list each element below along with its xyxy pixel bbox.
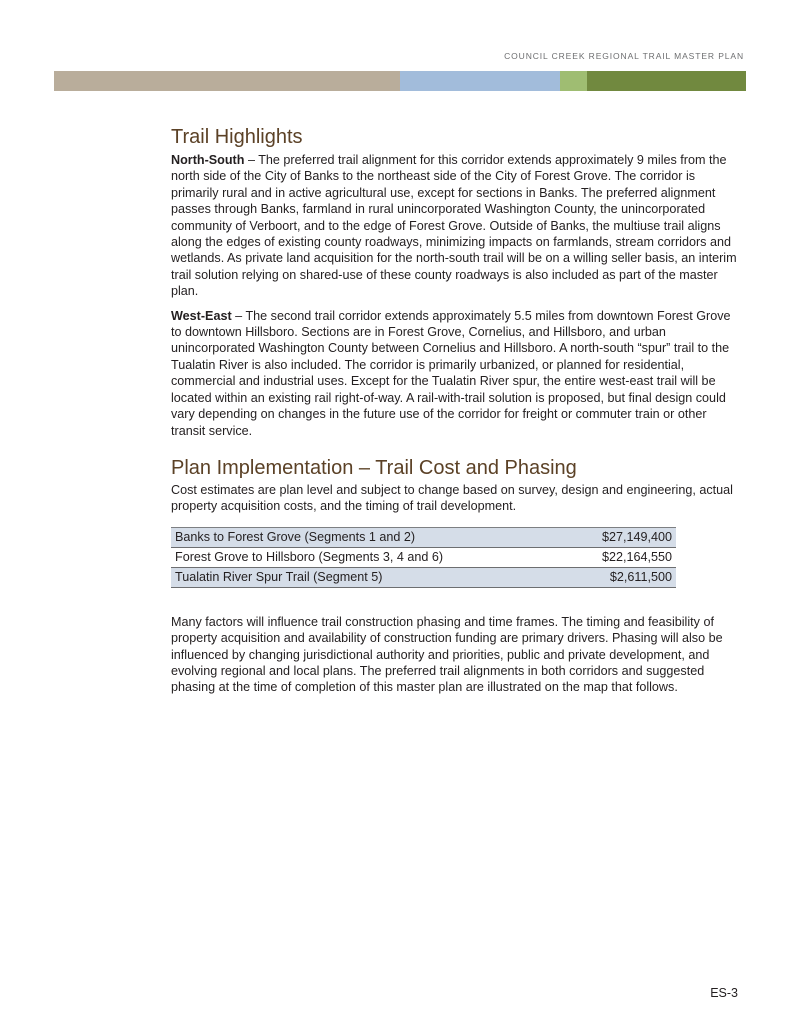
cost-table <box>171 527 676 588</box>
west-east-text: – The second trail corridor extends approximately 5.5 miles from downtown Forest Grove to downtown Hillsboro. Sections are in Forest Grove, Cornelius, and Hillsboro, and urban unincorporated Washington County between Cornelius and Hillsboro. A north-south “spur” trail to the Tualatin River is also included. The corridor is primarily urbanized, or planned for residential, commercial and industrial uses. Except for the Tualatin River spur, the entire west-east trail will be located within an existing rail right-of-way. A rail-with-trail solution is proposed, but final design could vary depending on changes in the future use of the corridor for freight or commuter train or other transit service. <box>171 308 731 438</box>
cost-cell: $27,149,400 <box>565 527 676 547</box>
table-row <box>171 547 676 567</box>
heading-trail-highlights: Trail Highlights <box>171 126 303 148</box>
north-south-lead: North-South <box>171 153 245 167</box>
band-segment-blue <box>400 71 560 91</box>
segment-cell: Banks to Forest Grove (Segments 1 and 2) <box>171 527 565 547</box>
table-row <box>171 567 676 587</box>
segment-cell: Tualatin River Spur Trail (Segment 5) <box>171 567 565 587</box>
segment-cell: Forest Grove to Hillsboro (Segments 3, 4 and 6) <box>171 547 565 567</box>
band-segment-dark-green <box>587 71 746 91</box>
paragraph-west-east <box>171 308 743 439</box>
paragraph-north-south <box>171 152 743 300</box>
band-segment-light-green <box>560 71 587 91</box>
west-east-lead: West-East <box>171 308 232 323</box>
band-segment-taupe <box>54 71 400 91</box>
table-row <box>171 527 676 547</box>
page-number: ES-3 <box>710 986 738 1000</box>
paragraph-cost-intro: Cost estimates are plan level and subject to change based on survey, design and engineering, actual property acquisition costs, and the timing of trail development. <box>171 482 733 514</box>
heading-plan-implementation: Plan Implementation – Trail Cost and Phasing <box>171 456 577 479</box>
header-color-band <box>54 71 746 91</box>
cost-cell: $2,611,500 <box>565 567 676 587</box>
cost-cell: $22,164,550 <box>565 547 676 567</box>
paragraph-phasing: Many factors will influence trail construction phasing and time frames. The timing and feasibility of property acquisition and availability of construction funding are primary drivers. Phasing will also be influenced by changing jurisdictional authority and priorities, public and private development, and evolving regional and local plans. The preferred trail alignments in both corridors and suggested phasing at the time of completion of this master plan are illustrated on the map that follows. <box>171 614 723 695</box>
running-header-title: COUNCIL CREEK REGIONAL TRAIL MASTER PLAN <box>504 51 744 61</box>
main-content <box>171 124 743 696</box>
north-south-text: – The preferred trail alignment for this corridor extends approximately 9 miles from the north side of the City of Banks to the northeast side of the City of Forest Grove. The corridor is primarily rural and in active agricultural use, except for sections in Banks. The preferred alignment passes through Banks, farmland in rural unincorporated Washington County, the unincorporated community of Verboort, and to the edge of Forest Grove. Outside of Banks, the multiuse trail aligns along the edges of existing county roadways, minimizing impacts on farmlands, stream corridors and wetlands. As private land acquisition for the north-south trail will be on a willing seller basis, an interim trail solution relying on shared-use of these county roadways is also included as part of the master plan. <box>171 153 737 299</box>
